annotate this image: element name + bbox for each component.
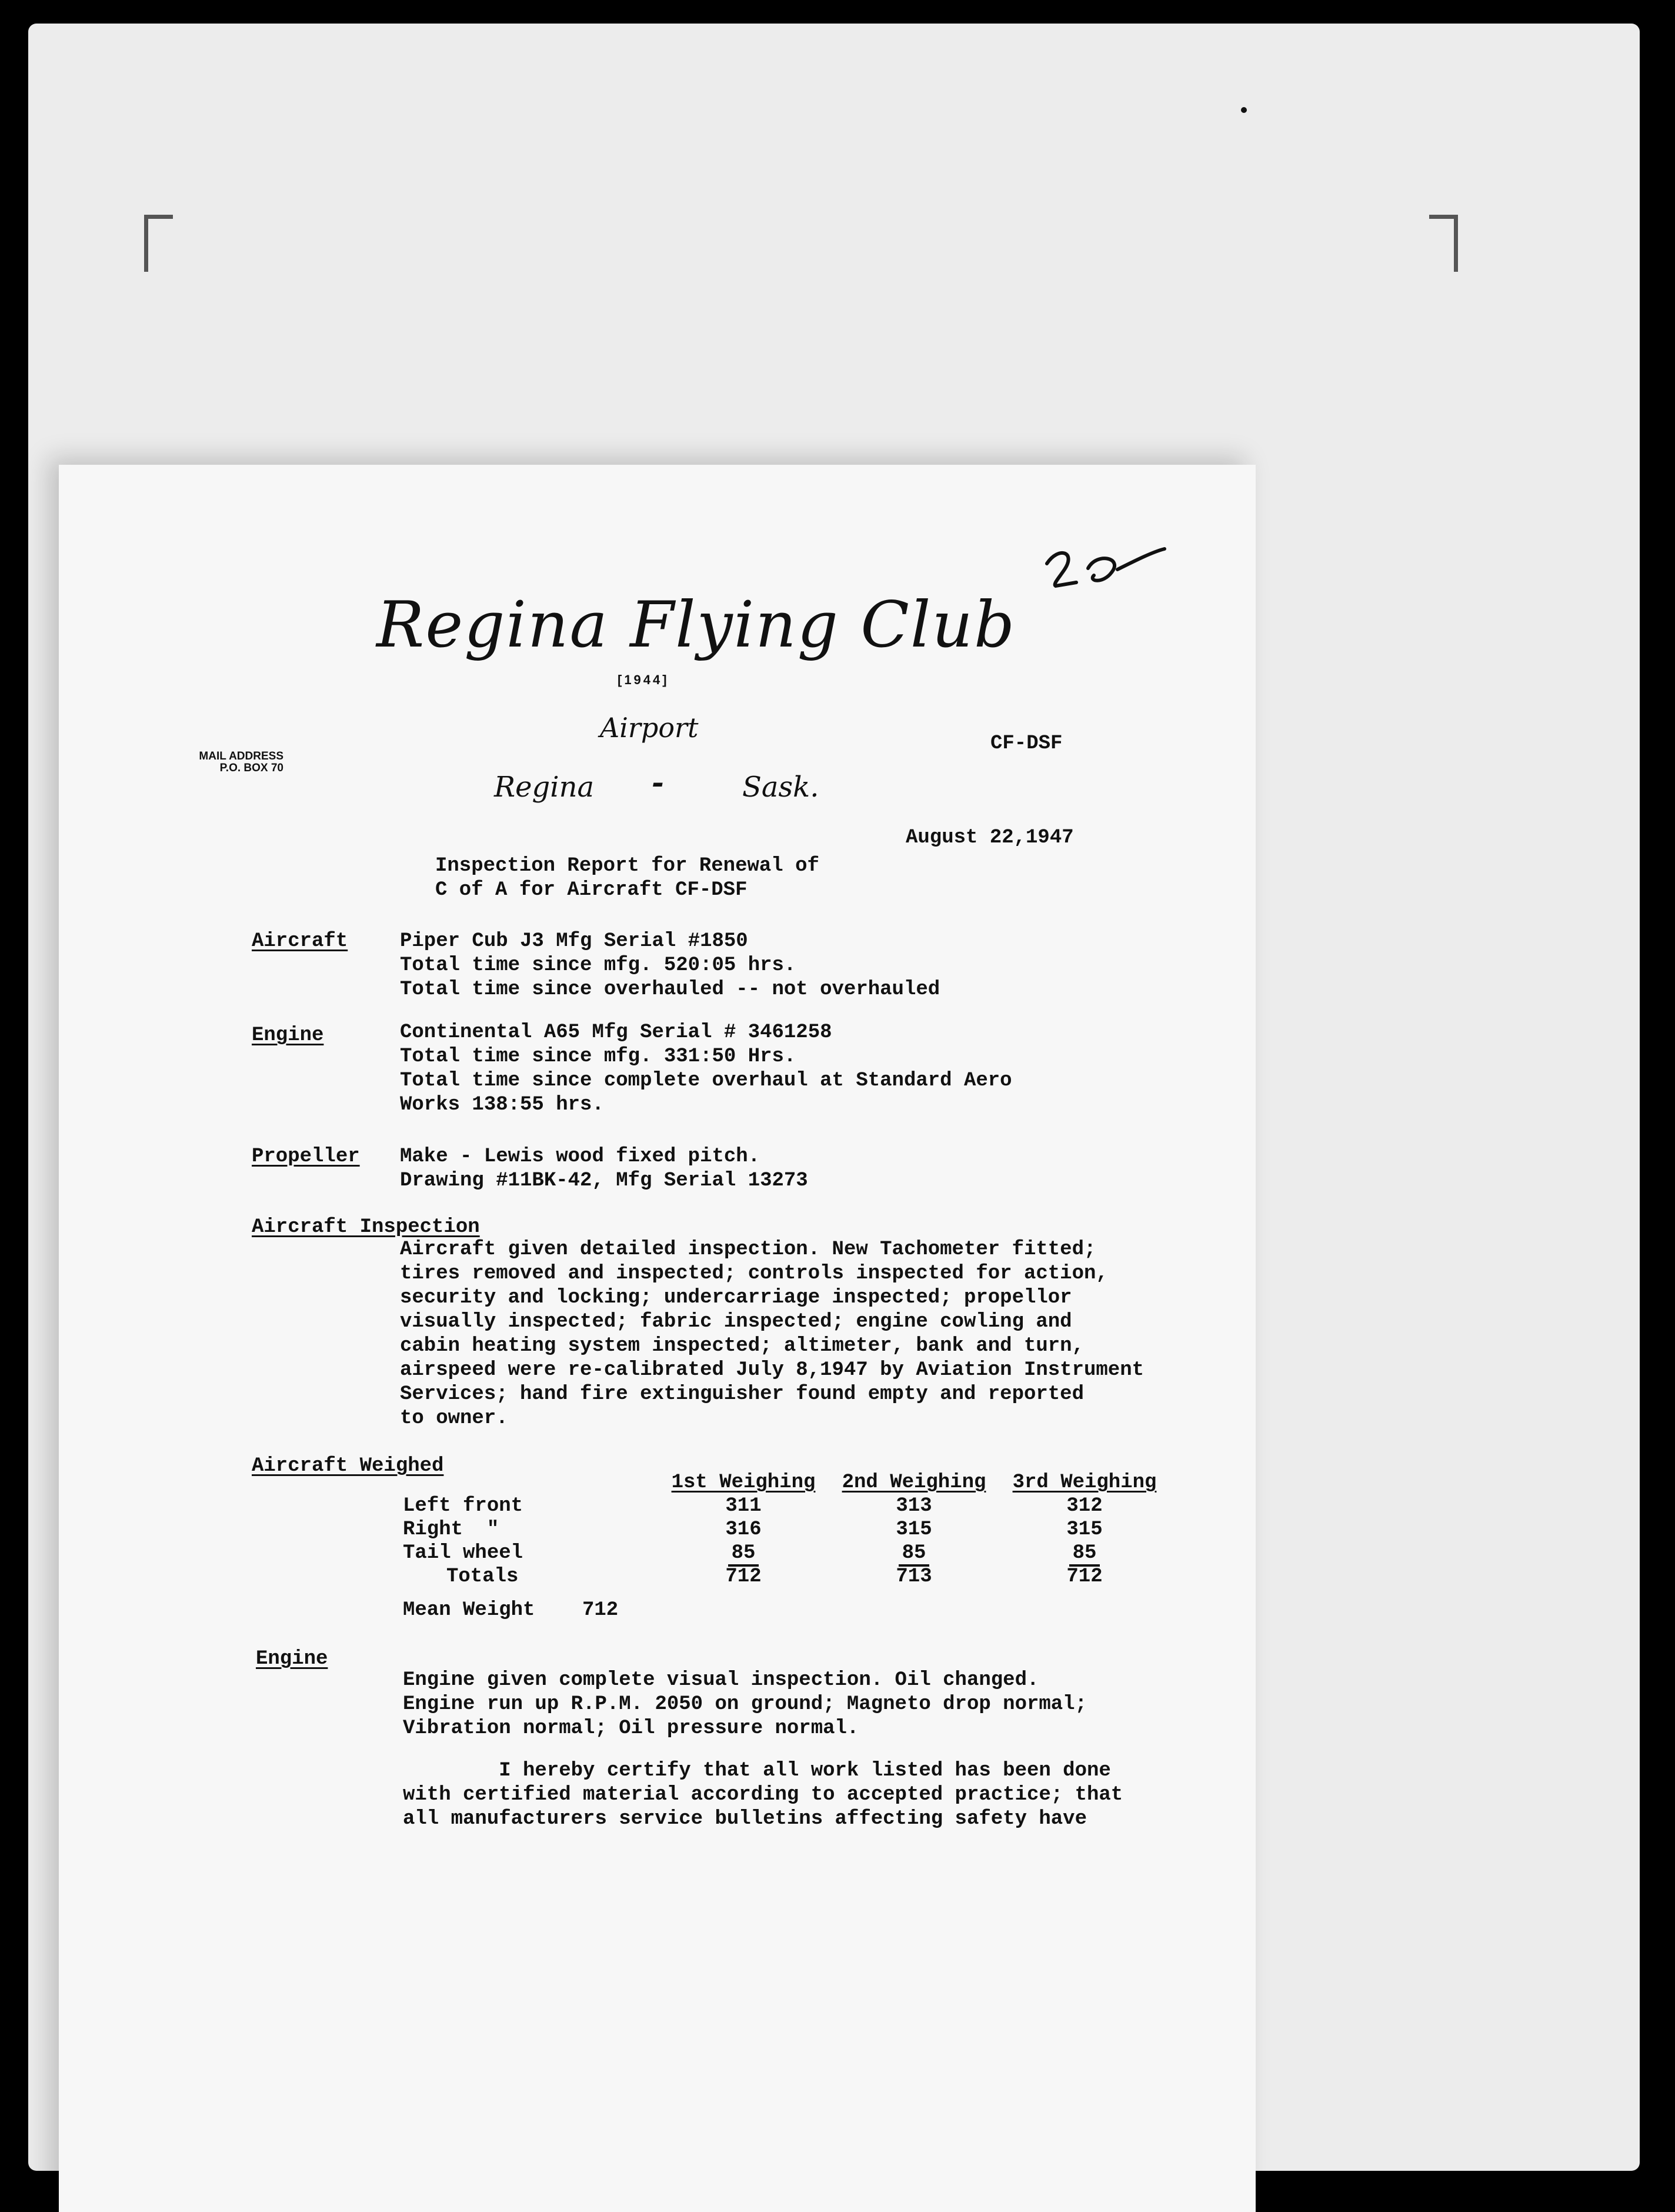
- propeller-line: Drawing #11BK-42, Mfg Serial 13273: [400, 1170, 808, 1192]
- cell-value: 315: [896, 1518, 932, 1541]
- cell-value-text: 85: [728, 1542, 759, 1567]
- cell-value: [829, 1541, 999, 1565]
- po-box: P.O. BOX 70: [219, 762, 283, 774]
- letterhead-province: Sask.: [742, 771, 819, 804]
- mean-weight-value: 712: [582, 1599, 619, 1621]
- propeller-details: [400, 1145, 808, 1193]
- club-name: Regina Flying Club: [376, 588, 1016, 662]
- title-line: Inspection Report for Renewal of: [435, 855, 819, 877]
- row-label: Right ": [403, 1518, 499, 1541]
- engine-details: [400, 1021, 1012, 1117]
- letterhead-dash: -: [652, 765, 664, 799]
- engine-run-text: [403, 1668, 1087, 1741]
- inspection-line: security and locking; undercarriage inspected; propellor: [400, 1287, 1072, 1309]
- engine-line: Works 138:55 hrs.: [400, 1094, 604, 1116]
- aircraft-line: Total time since overhauled -- not overhauled: [400, 978, 940, 1001]
- weighing-header-row: [403, 1471, 1170, 1494]
- cell-value: [658, 1541, 829, 1565]
- table-row-totals: [403, 1565, 1170, 1588]
- section-label-engine-run: Engine: [256, 1648, 328, 1670]
- club-year: [1944]: [618, 672, 669, 687]
- table-row: [403, 1541, 1170, 1565]
- cell-value: 712: [725, 1565, 762, 1588]
- engine-line: Total time since complete overhaul at Standard Aero: [400, 1070, 1012, 1092]
- section-label-aircraft-weighed: Aircraft Weighed: [252, 1455, 444, 1477]
- mail-address: [166, 751, 283, 774]
- row-label: Tail wheel: [403, 1542, 523, 1564]
- cell-value: 316: [725, 1518, 762, 1541]
- inspection-line: visually inspected; fabric inspected; engine cowling and: [400, 1311, 1072, 1333]
- engine-run-line: Engine given complete visual inspection. Oil changed.: [403, 1669, 1039, 1691]
- mail-address-label: MAIL ADDRESS: [199, 750, 283, 762]
- inspection-line: airspeed were re-calibrated July 8,1947 by Aviation Instrument: [400, 1359, 1145, 1381]
- crop-mark-top-left: [144, 215, 173, 272]
- weighing-header-2: 2nd Weighing: [842, 1471, 986, 1494]
- engine-line: Total time since mfg. 331:50 Hrs.: [400, 1045, 796, 1068]
- table-row: [403, 1518, 1170, 1541]
- engine-line: Continental A65 Mfg Serial # 3461258: [400, 1021, 832, 1044]
- letterhead-city: Regina: [494, 771, 595, 804]
- aircraft-details: [400, 930, 940, 1002]
- registration: CF-DSF: [990, 732, 1063, 755]
- mean-weight-label: Mean Weight: [403, 1599, 535, 1621]
- section-label-engine: Engine: [252, 1024, 324, 1047]
- handwritten-mark-text: 25: [1041, 540, 1042, 541]
- engine-run-line: Engine run up R.P.M. 2050 on ground; Magneto drop normal;: [403, 1693, 1087, 1715]
- table-row: [403, 1494, 1170, 1518]
- cell-value-text: 85: [899, 1542, 930, 1567]
- cell-value: 315: [1066, 1518, 1103, 1541]
- handwritten-mark: [1041, 540, 1170, 605]
- row-label: Totals: [446, 1565, 519, 1588]
- inspection-line: tires removed and inspected; controls inspected for action,: [400, 1262, 1108, 1285]
- letterhead-airport: Airport: [600, 712, 699, 744]
- report-date: August 22,1947: [906, 827, 1074, 849]
- propeller-line: Make - Lewis wood fixed pitch.: [400, 1145, 760, 1168]
- inspection-line: Aircraft given detailed inspection. New Tachometer fitted;: [400, 1238, 1096, 1261]
- section-label-aircraft-inspection: Aircraft Inspection: [252, 1216, 480, 1238]
- row-label: Left front: [403, 1495, 523, 1517]
- aircraft-inspection-text: [400, 1238, 1144, 1431]
- scan-artifact: [1241, 107, 1247, 113]
- certification-text: [403, 1759, 1123, 1831]
- weighing-header-1: 1st Weighing: [671, 1471, 816, 1494]
- weighing-header-3: 3rd Weighing: [1012, 1471, 1157, 1494]
- aircraft-line: Total time since mfg. 520:05 hrs.: [400, 954, 796, 977]
- certification-line: all manufacturers service bulletins affecting safety have: [403, 1808, 1087, 1830]
- cell-value: [999, 1541, 1170, 1565]
- weighing-header-blank: [403, 1471, 658, 1494]
- cell-value: 712: [1066, 1565, 1103, 1588]
- inspection-line: cabin heating system inspected; altimeter, bank and turn,: [400, 1335, 1084, 1357]
- section-label-propeller: Propeller: [252, 1145, 360, 1168]
- section-label-aircraft: Aircraft: [252, 930, 348, 952]
- cell-value: 313: [896, 1495, 932, 1517]
- weighing-table: [403, 1471, 1170, 1588]
- certification-line: I hereby certify that all work listed has been done: [403, 1760, 1111, 1782]
- cell-value: 311: [725, 1495, 762, 1517]
- cell-value: 713: [896, 1565, 932, 1588]
- aircraft-line: Piper Cub J3 Mfg Serial #1850: [400, 930, 748, 952]
- crop-mark-top-right: [1429, 215, 1458, 272]
- title-line: C of A for Aircraft CF-DSF: [435, 879, 748, 901]
- inspection-line: Services; hand fire extinguisher found empty and reported: [400, 1383, 1084, 1405]
- report-title: [435, 854, 819, 902]
- inspection-line: to owner.: [400, 1407, 508, 1430]
- engine-run-line: Vibration normal; Oil pressure normal.: [403, 1717, 859, 1740]
- cell-value: 312: [1066, 1495, 1103, 1517]
- certification-line: with certified material according to accepted practice; that: [403, 1784, 1123, 1806]
- cell-value-text: 85: [1069, 1542, 1100, 1567]
